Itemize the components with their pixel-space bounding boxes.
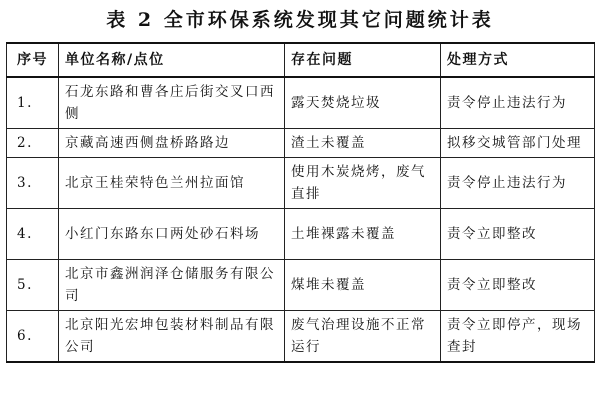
cell-action: 责令立即整改 [441,209,595,260]
cell-unit: 石龙东路和曹各庄后街交叉口西侧 [59,77,285,129]
cell-action: 拟移交城管部门处理 [441,129,595,158]
statistics-table [6,42,595,363]
cell-action: 责令停止违法行为 [441,158,595,209]
table-row [7,209,595,260]
header-unit: 单位名称/点位 [59,43,285,77]
cell-action: 责令停止违法行为 [441,77,595,129]
cell-serial: 5. [7,260,59,311]
cell-unit: 北京市鑫洲润泽仓储服务有限公司 [59,260,285,311]
cell-unit: 小红门东路东口两处砂石料场 [59,209,285,260]
cell-unit: 北京王桂荣特色兰州拉面馆 [59,158,285,209]
cell-problem: 土堆裸露未覆盖 [285,209,441,260]
cell-problem: 废气治理设施不正常运行 [285,311,441,363]
header-serial: 序号 [7,43,59,77]
table-row [7,129,595,158]
header-action: 处理方式 [441,43,595,77]
cell-action: 责令立即停产，现场查封 [441,311,595,363]
cell-serial: 2. [7,129,59,158]
table-header-row [7,43,595,77]
cell-serial: 3. [7,158,59,209]
table-row [7,311,595,363]
cell-serial: 6. [7,311,59,363]
cell-problem: 露天焚烧垃圾 [285,77,441,129]
table-row [7,158,595,209]
header-problem: 存在问题 [285,43,441,77]
cell-serial: 1. [7,77,59,129]
cell-unit: 京藏高速西侧盘桥路路边 [59,129,285,158]
cell-problem: 渣土未覆盖 [285,129,441,158]
table-row [7,260,595,311]
cell-problem: 使用木炭烧烤，废气直排 [285,158,441,209]
table-row [7,77,595,129]
cell-serial: 4. [7,209,59,260]
cell-unit: 北京阳光宏坤包装材料制品有限公司 [59,311,285,363]
cell-problem: 煤堆未覆盖 [285,260,441,311]
table-title: 表 2 全市环保系统发现其它问题统计表 [106,9,494,31]
cell-action: 责令立即整改 [441,260,595,311]
